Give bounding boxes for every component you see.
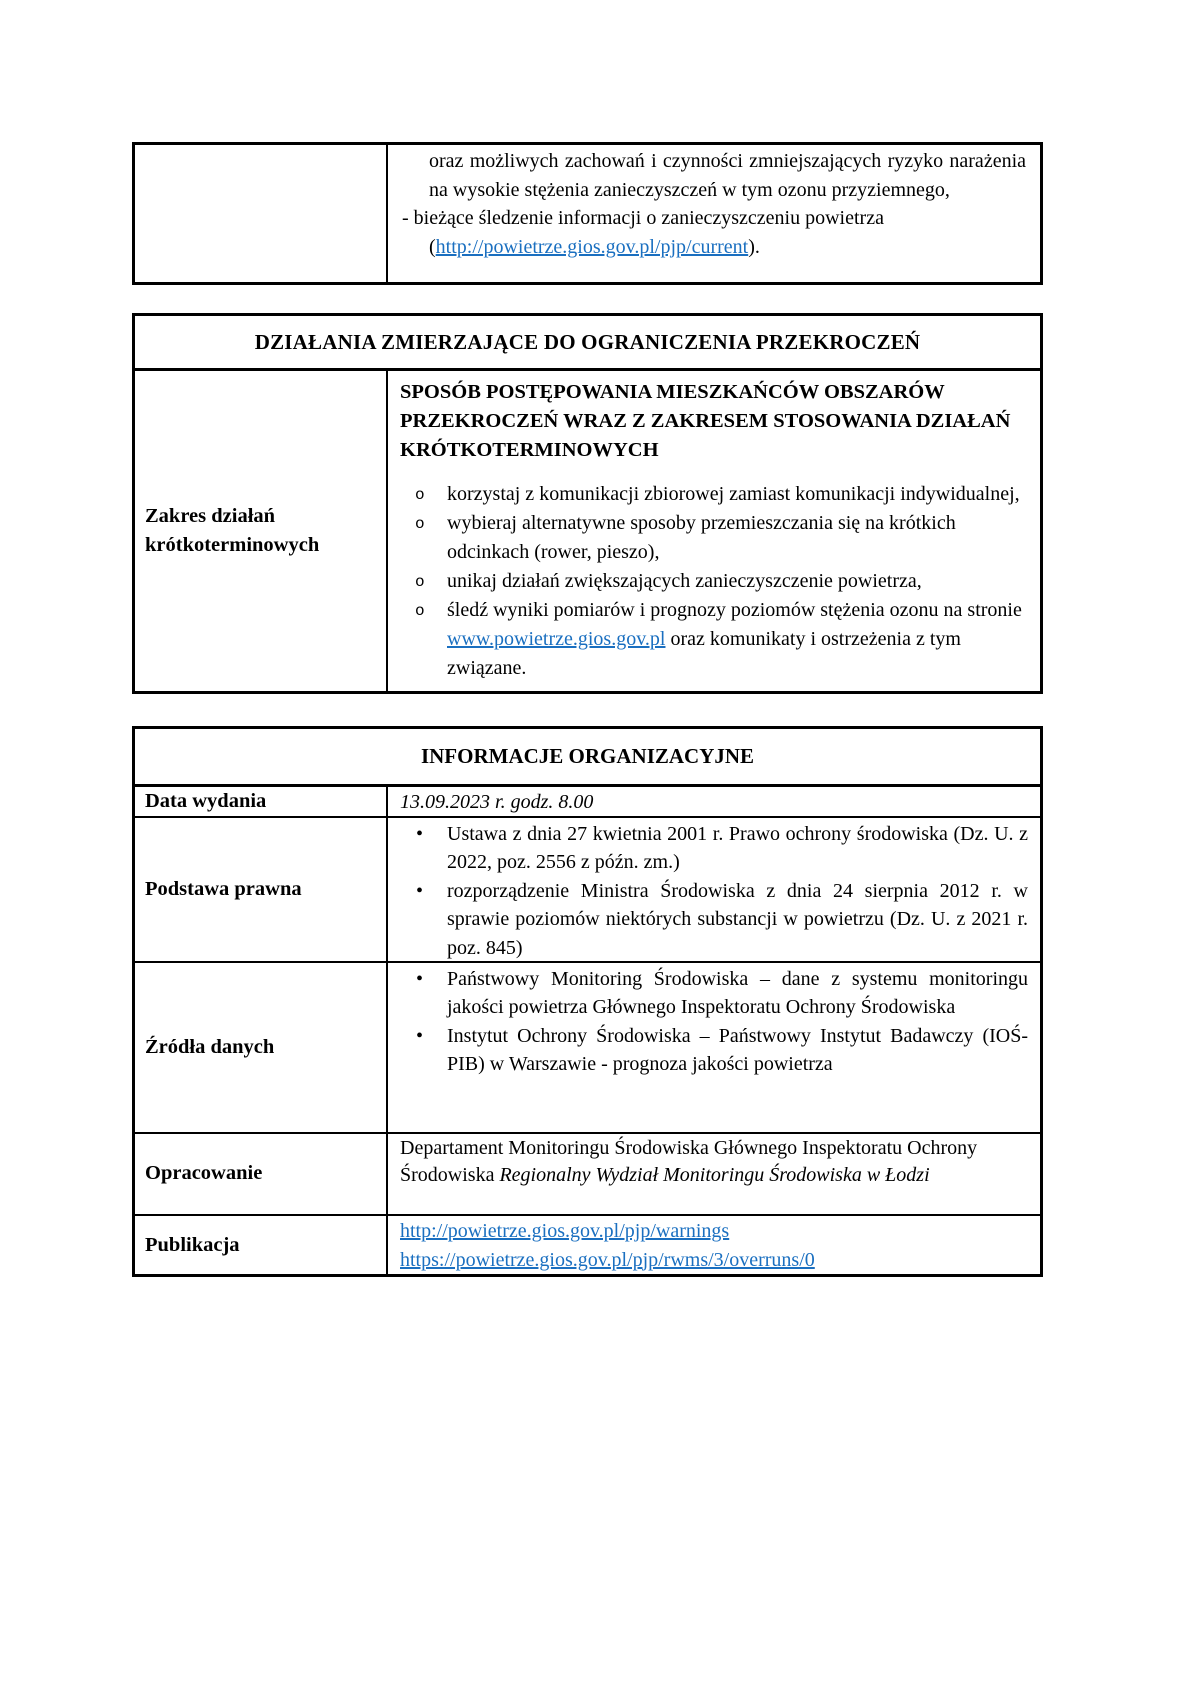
paren-close: ).	[748, 235, 760, 258]
table-informacje-header: INFORMACJE ORGANIZACYJNE	[135, 729, 1040, 787]
table-row	[135, 1134, 1040, 1216]
opracowanie-label-cell	[135, 1134, 388, 1214]
short-term-actions-list	[400, 480, 1028, 683]
list-item: • Instytut Ochrony Środowiska – Państwowy Instytut Badawczy (IOŚ-PIB) w Warszawie - prognoza jakości powietrza	[400, 1022, 1028, 1079]
table-informacje	[132, 726, 1043, 1277]
opracowanie-text-normal: Departament Monitoringu Środowiska Głównego Inspektoratu Ochrony Środowiska	[400, 1136, 978, 1186]
table-row	[135, 787, 1040, 818]
publikacja-label: Publikacja	[145, 1233, 240, 1256]
list-item: • Państwowy Monitoring Środowiska – dane z systemu monitoringu jakości powietrza Głównego Inspektoratu Ochrony Środowiska	[400, 965, 1028, 1022]
data-wydania-value: 13.09.2023 r. godz. 8.00	[400, 790, 594, 813]
overruns-link[interactable]: https://powietrze.gios.gov.pl/pjp/rwms/3/overruns/0	[400, 1248, 815, 1271]
warnings-link[interactable]: http://powietrze.gios.gov.pl/pjp/warnings	[400, 1220, 730, 1242]
zrodla-danych-value-cell	[388, 963, 1040, 1132]
data-wydania-label: Data wydania	[145, 789, 267, 812]
bullet4-text-post: oraz komunikaty i ostrzeżenia z tym związane.	[447, 628, 961, 679]
zakres-dzialan-label: Zakres działań krótkoterminowych	[145, 505, 320, 556]
sposob-postepowania-subheader: SPOSÓB POSTĘPOWANIA MIESZKAŃCÓW OBSZARÓW PRZEKROCZEŃ WRAZ Z ZAKRESEM STOSOWANIA DZIAŁAŃ KRÓTKOTERMINOWYCH	[400, 381, 1011, 461]
dash-marker: -	[402, 207, 414, 230]
zakres-dzialan-label-cell	[135, 371, 388, 691]
table-fragment	[132, 142, 1043, 285]
zrodla-danych-label: Źródła danych	[145, 1035, 275, 1058]
list-item	[400, 596, 1028, 683]
table-dzialania-body-row	[135, 371, 1040, 691]
current-pollution-link[interactable]: http://powietrze.gios.gov.pl/pjp/current	[435, 235, 749, 258]
list-item: o unikaj działań zwiększających zanieczyszczenie powietrza,	[400, 567, 1028, 596]
table-fragment-content-cell	[388, 145, 1040, 282]
data-wydania-label-cell	[135, 787, 388, 816]
list-item: o wybieraj alternatywne sposoby przemieszczania się na krótkich odcinkach (rower, pieszo),	[400, 509, 1028, 567]
publikacja-label-cell	[135, 1216, 388, 1274]
list-item: • rozporządzenie Ministra Środowiska z dnia 24 sierpnia 2012 r. w sprawie poziomów niektórych substancji w powietrzu (Dz. U. z 2021 r. poz. 845)	[400, 877, 1028, 963]
table-dzialania	[132, 313, 1043, 694]
continuation-paragraph: oraz możliwych zachowań i czynności zmniejszających ryzyko narażenia na wysokie stężenia zanieczyszczeń w tym ozonu przyziemnego,	[429, 150, 1026, 201]
opracowanie-text-italic: Regionalny Wydział Monitoringu Środowiska w Łodzi	[499, 1163, 930, 1186]
powietrze-gios-link[interactable]: www.powietrze.gios.gov.pl	[447, 628, 666, 650]
podstawa-prawna-label-cell	[135, 818, 388, 961]
paren-open: (	[429, 235, 436, 258]
table-row	[135, 1216, 1040, 1274]
table-row	[135, 963, 1040, 1134]
opracowanie-value	[400, 1135, 1028, 1190]
zrodla-danych-list	[400, 965, 1028, 1079]
list-item: o korzystaj z komunikacji zbiorowej zamiast komunikacji indywidualnej,	[400, 480, 1028, 509]
table-row	[135, 818, 1040, 963]
publikacja-value-cell	[388, 1216, 1040, 1274]
list-item: • Ustawa z dnia 27 kwietnia 2001 r. Prawo ochrony środowiska (Dz. U. z 2022, poz. 2556 z późn. zm.)	[400, 820, 1028, 877]
podstawa-prawna-value-cell	[388, 818, 1040, 961]
table-fragment-empty-label-cell	[135, 145, 388, 282]
table-dzialania-header: DZIAŁANIA ZMIERZAJĄCE DO OGRANICZENIA PRZEKROCZEŃ	[135, 316, 1040, 371]
zrodla-danych-label-cell	[135, 963, 388, 1132]
podstawa-prawna-label: Podstawa prawna	[145, 877, 302, 900]
opracowanie-label: Opracowanie	[145, 1162, 263, 1185]
dash-item-text: bieżące śledzenie informacji o zanieczyszczeniu powietrza	[413, 207, 884, 230]
zakres-dzialan-content-cell	[388, 371, 1040, 691]
opracowanie-value-cell	[388, 1134, 1040, 1214]
podstawa-prawna-list	[400, 820, 1028, 963]
dash-list-item	[402, 204, 1026, 261]
bullet4-text-pre: śledź wyniki pomiarów i prognozy poziomów stężenia ozonu na stronie	[447, 599, 1022, 621]
